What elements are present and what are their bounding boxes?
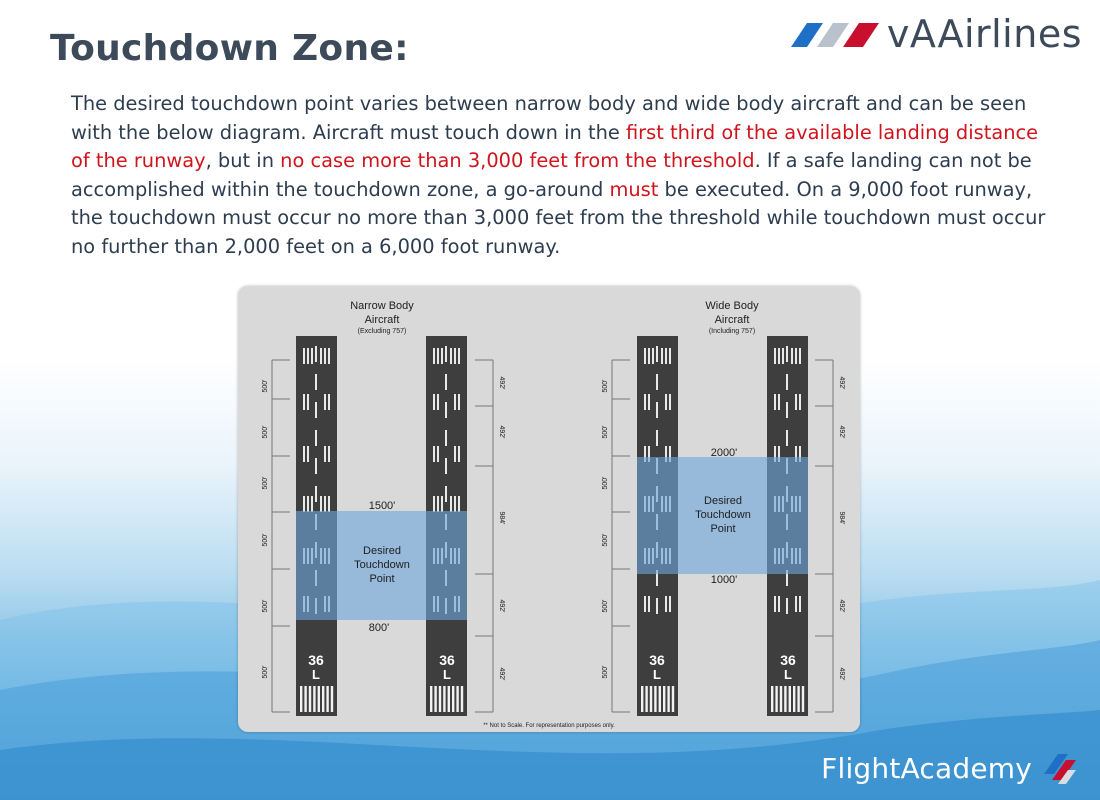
wide-right-scale-label: 492' <box>838 425 845 439</box>
para-text-3: . If a safe landing can not be accomplished within the touchdown zone, a go-around <box>71 149 1032 201</box>
runway-marking <box>648 596 650 612</box>
runway-marking <box>454 348 456 364</box>
runway-marking <box>328 446 330 462</box>
wide-left-scale-label: 500' <box>602 425 609 439</box>
brand-name: vAAirlines <box>886 12 1082 56</box>
runway-marking <box>659 686 661 712</box>
wide-subtitle: (Including 757) <box>708 328 756 335</box>
page-title: Touchdown Zone: <box>50 28 409 69</box>
wide-title-line1: Wide Body <box>705 300 759 312</box>
narrow-title-line2: Aircraft <box>364 314 400 326</box>
runway-marking <box>771 686 773 712</box>
runway-marking <box>320 496 322 512</box>
narrow-title-line1: Narrow Body <box>350 300 414 312</box>
runway-marking <box>775 686 777 712</box>
runway-marking <box>445 430 447 446</box>
wide-bottom-marker: 1000' <box>710 574 738 586</box>
runway-marking <box>791 348 793 364</box>
runway-marking <box>669 596 671 612</box>
footer-brand-name: FlightAcademy <box>821 751 1032 785</box>
runway-marking <box>450 496 452 512</box>
para-text-2: , but in <box>205 149 281 173</box>
runway-marking <box>654 686 656 712</box>
runway-marking <box>784 686 786 712</box>
runway-marking <box>778 394 780 410</box>
narrow-left-scale-label: 500' <box>262 476 269 490</box>
narrow-right-scale <box>475 360 493 712</box>
runway-marking <box>458 496 460 512</box>
runway-marking <box>774 394 776 410</box>
wide-left-scale-label: 500' <box>602 476 609 490</box>
runway-marking <box>315 430 317 446</box>
runway-marking <box>665 394 667 410</box>
wide-left-scale-label: 500' <box>602 379 609 393</box>
runway-marking <box>656 430 658 446</box>
runway-marking <box>648 348 650 364</box>
runway-marking <box>797 686 799 712</box>
runway-marking <box>324 446 326 462</box>
narrow-right-scale-label: 492' <box>498 667 505 681</box>
narrow-subtitle: (Excluding 757) <box>357 328 407 335</box>
footer-brand-logo <box>821 748 1078 788</box>
runway-marking <box>454 394 456 410</box>
runway-marking <box>656 374 658 390</box>
narrow-left-scale-label: 500' <box>262 379 269 393</box>
runway-marking <box>433 496 435 512</box>
runway-marking <box>445 486 447 502</box>
runway-marking <box>663 686 665 712</box>
runway-marking <box>315 374 317 390</box>
runway-marking <box>445 458 447 474</box>
runway-marking <box>443 686 445 712</box>
runway-marking <box>799 394 801 410</box>
para-text-4: be executed. On a 9,000 foot runway, the touchdown must occur no more than 3,000 feet from the threshold while touchdown must occur no further than 2,000 feet on a 6,000 foot runway. <box>71 177 1046 258</box>
runway-marking <box>324 348 326 364</box>
runway-marking <box>303 446 305 462</box>
runway-marking <box>445 374 447 390</box>
wide-left-scale <box>612 360 630 712</box>
runway-marking <box>669 348 671 364</box>
runway-marking <box>328 496 330 512</box>
runway-marking <box>303 496 305 512</box>
runway-marking <box>641 686 643 712</box>
brand-logo <box>783 12 1082 56</box>
runway-marking <box>300 686 302 712</box>
runway-marking <box>648 394 650 410</box>
runway-marking <box>434 686 436 712</box>
wide-right-scale-label: 492' <box>838 376 845 390</box>
runway-marking <box>324 394 326 410</box>
para-highlight-3: must <box>609 177 659 201</box>
wide-right-scale-label: 984' <box>838 511 845 525</box>
runway-marking <box>445 402 447 418</box>
runway-marking <box>793 686 795 712</box>
narrow-zone-label-line1: Desired <box>363 545 401 557</box>
para-text-1: The desired touchdown point varies between narrow body and wide body aircraft and can be seen with the below diagram. Aircraft must touch down in the <box>71 92 1027 144</box>
runway-marking <box>656 346 658 362</box>
runway-marking <box>315 346 317 362</box>
runway-marking <box>441 348 443 364</box>
runway-marking <box>786 402 788 418</box>
runway-marking <box>644 348 646 364</box>
runway-marking <box>795 394 797 410</box>
runway-marking <box>324 496 326 512</box>
narrow-left-scale-label: 500' <box>262 425 269 439</box>
runway-marking <box>311 348 313 364</box>
description-paragraph <box>71 90 1061 262</box>
narrow-bottom-marker: 800' <box>368 622 390 634</box>
runway-marking <box>452 686 454 712</box>
runway-marking <box>672 686 674 712</box>
runway-marking <box>652 348 654 364</box>
para-highlight-1: first third of the available landing distance of the runway <box>71 120 1039 173</box>
narrow-left-scale-label: 500' <box>262 665 269 679</box>
wide-left-scale-label: 500' <box>602 599 609 613</box>
runway-marking <box>309 686 311 712</box>
narrow-right-scale-label: 492' <box>498 376 505 390</box>
runway-marking <box>303 348 305 364</box>
runway-marking <box>774 348 776 364</box>
narrow-left-scale <box>272 360 290 712</box>
runway-marking <box>437 446 439 462</box>
runway-marking <box>458 348 460 364</box>
runway-marking <box>454 446 456 462</box>
runway-marking <box>795 596 797 612</box>
runway-marking <box>778 596 780 612</box>
para-highlight-2: no case more than 3,000 feet from the threshold <box>280 149 755 173</box>
wide-left-scale-label: 500' <box>602 665 609 679</box>
runway-marking <box>669 394 671 410</box>
narrow-left-scale-label: 500' <box>262 599 269 613</box>
runway-suffix: L <box>443 667 451 682</box>
runway-marking <box>778 348 780 364</box>
runway-marking <box>799 348 801 364</box>
runway-marking <box>448 686 450 712</box>
runway-marking <box>461 686 463 712</box>
touchdown-diagram <box>238 286 860 732</box>
runway-marking <box>782 348 784 364</box>
diagram-footnote: ** Not to Scale. For representation purposes only. <box>483 723 615 729</box>
runway-marking <box>458 446 460 462</box>
narrow-top-marker: 1500' <box>368 500 396 512</box>
runway-marking <box>433 446 435 462</box>
wide-right-scale-label: 492' <box>838 599 845 613</box>
runway-number: 36 <box>780 652 796 668</box>
narrow-right-scale-label: 984' <box>498 511 505 525</box>
runway-marking <box>322 686 324 712</box>
runway-marking <box>786 598 788 614</box>
runway-marking <box>795 348 797 364</box>
runway-marking <box>656 598 658 614</box>
runway-marking <box>450 348 452 364</box>
runway-marking <box>437 348 439 364</box>
flight-academy-icon <box>1038 748 1078 788</box>
runway-marking <box>318 686 320 712</box>
runway-marking <box>667 686 669 712</box>
wide-zone-label-line2: Touchdown <box>695 509 751 521</box>
runway-marking <box>802 686 804 712</box>
runway-marking <box>433 348 435 364</box>
runway-number: 36 <box>649 652 665 668</box>
wide-title-line2: Aircraft <box>714 314 750 326</box>
runway-suffix: L <box>653 667 661 682</box>
runway-marking <box>458 394 460 410</box>
runway-marking <box>644 596 646 612</box>
runway-marking <box>441 496 443 512</box>
runway-marking <box>320 348 322 364</box>
runway-marking <box>430 686 432 712</box>
runway-marking <box>315 458 317 474</box>
wide-top-marker: 2000' <box>710 447 738 459</box>
runway-marking <box>315 486 317 502</box>
runway-marking <box>304 686 306 712</box>
runway-marking <box>665 596 667 612</box>
runway-marking <box>644 394 646 410</box>
runway-number: 36 <box>308 652 324 668</box>
runway-marking <box>331 686 333 712</box>
wide-zone-label-line1: Desired <box>704 495 742 507</box>
runway-marking <box>780 686 782 712</box>
wide-left-scale-label: 500' <box>602 533 609 547</box>
runway-marking <box>645 686 647 712</box>
runway-marking <box>656 402 658 418</box>
runway-marking <box>326 686 328 712</box>
runway-marking <box>456 686 458 712</box>
runway-marking <box>661 348 663 364</box>
runway-marking <box>799 596 801 612</box>
runway-suffix: L <box>312 667 320 682</box>
runway-marking <box>786 346 788 362</box>
narrow-zone-label-line2: Touchdown <box>354 559 410 571</box>
runway-marking <box>445 346 447 362</box>
runway-marking <box>786 374 788 390</box>
wide-zone-label-line3: Point <box>710 523 736 535</box>
runway-marking <box>315 402 317 418</box>
runway-marking <box>311 496 313 512</box>
runway-suffix: L <box>784 667 792 682</box>
runway-marking <box>437 394 439 410</box>
narrow-zone-label-line3: Point <box>369 573 395 585</box>
runway-marking <box>328 348 330 364</box>
runway-marking <box>786 430 788 446</box>
narrow-left-scale-label: 500' <box>262 533 269 547</box>
runway-marking <box>307 348 309 364</box>
runway-marking <box>433 394 435 410</box>
narrow-right-scale-label: 492' <box>498 425 505 439</box>
runway-number: 36 <box>439 652 455 668</box>
runway-marking <box>650 686 652 712</box>
runway-marking <box>307 446 309 462</box>
runway-marking <box>439 686 441 712</box>
runway-marking <box>303 394 305 410</box>
wide-right-scale-label: 492' <box>838 667 845 681</box>
runway-marking <box>774 596 776 612</box>
flag-stripes-icon <box>783 17 881 51</box>
runway-marking <box>307 496 309 512</box>
wide-right-scale <box>815 360 833 712</box>
runway-marking <box>789 686 791 712</box>
runway-marking <box>307 394 309 410</box>
runway-marking <box>437 496 439 512</box>
runway-marking <box>454 496 456 512</box>
narrow-right-scale-label: 492' <box>498 599 505 613</box>
runway-marking <box>328 394 330 410</box>
runway-marking <box>665 348 667 364</box>
runway-marking <box>313 686 315 712</box>
